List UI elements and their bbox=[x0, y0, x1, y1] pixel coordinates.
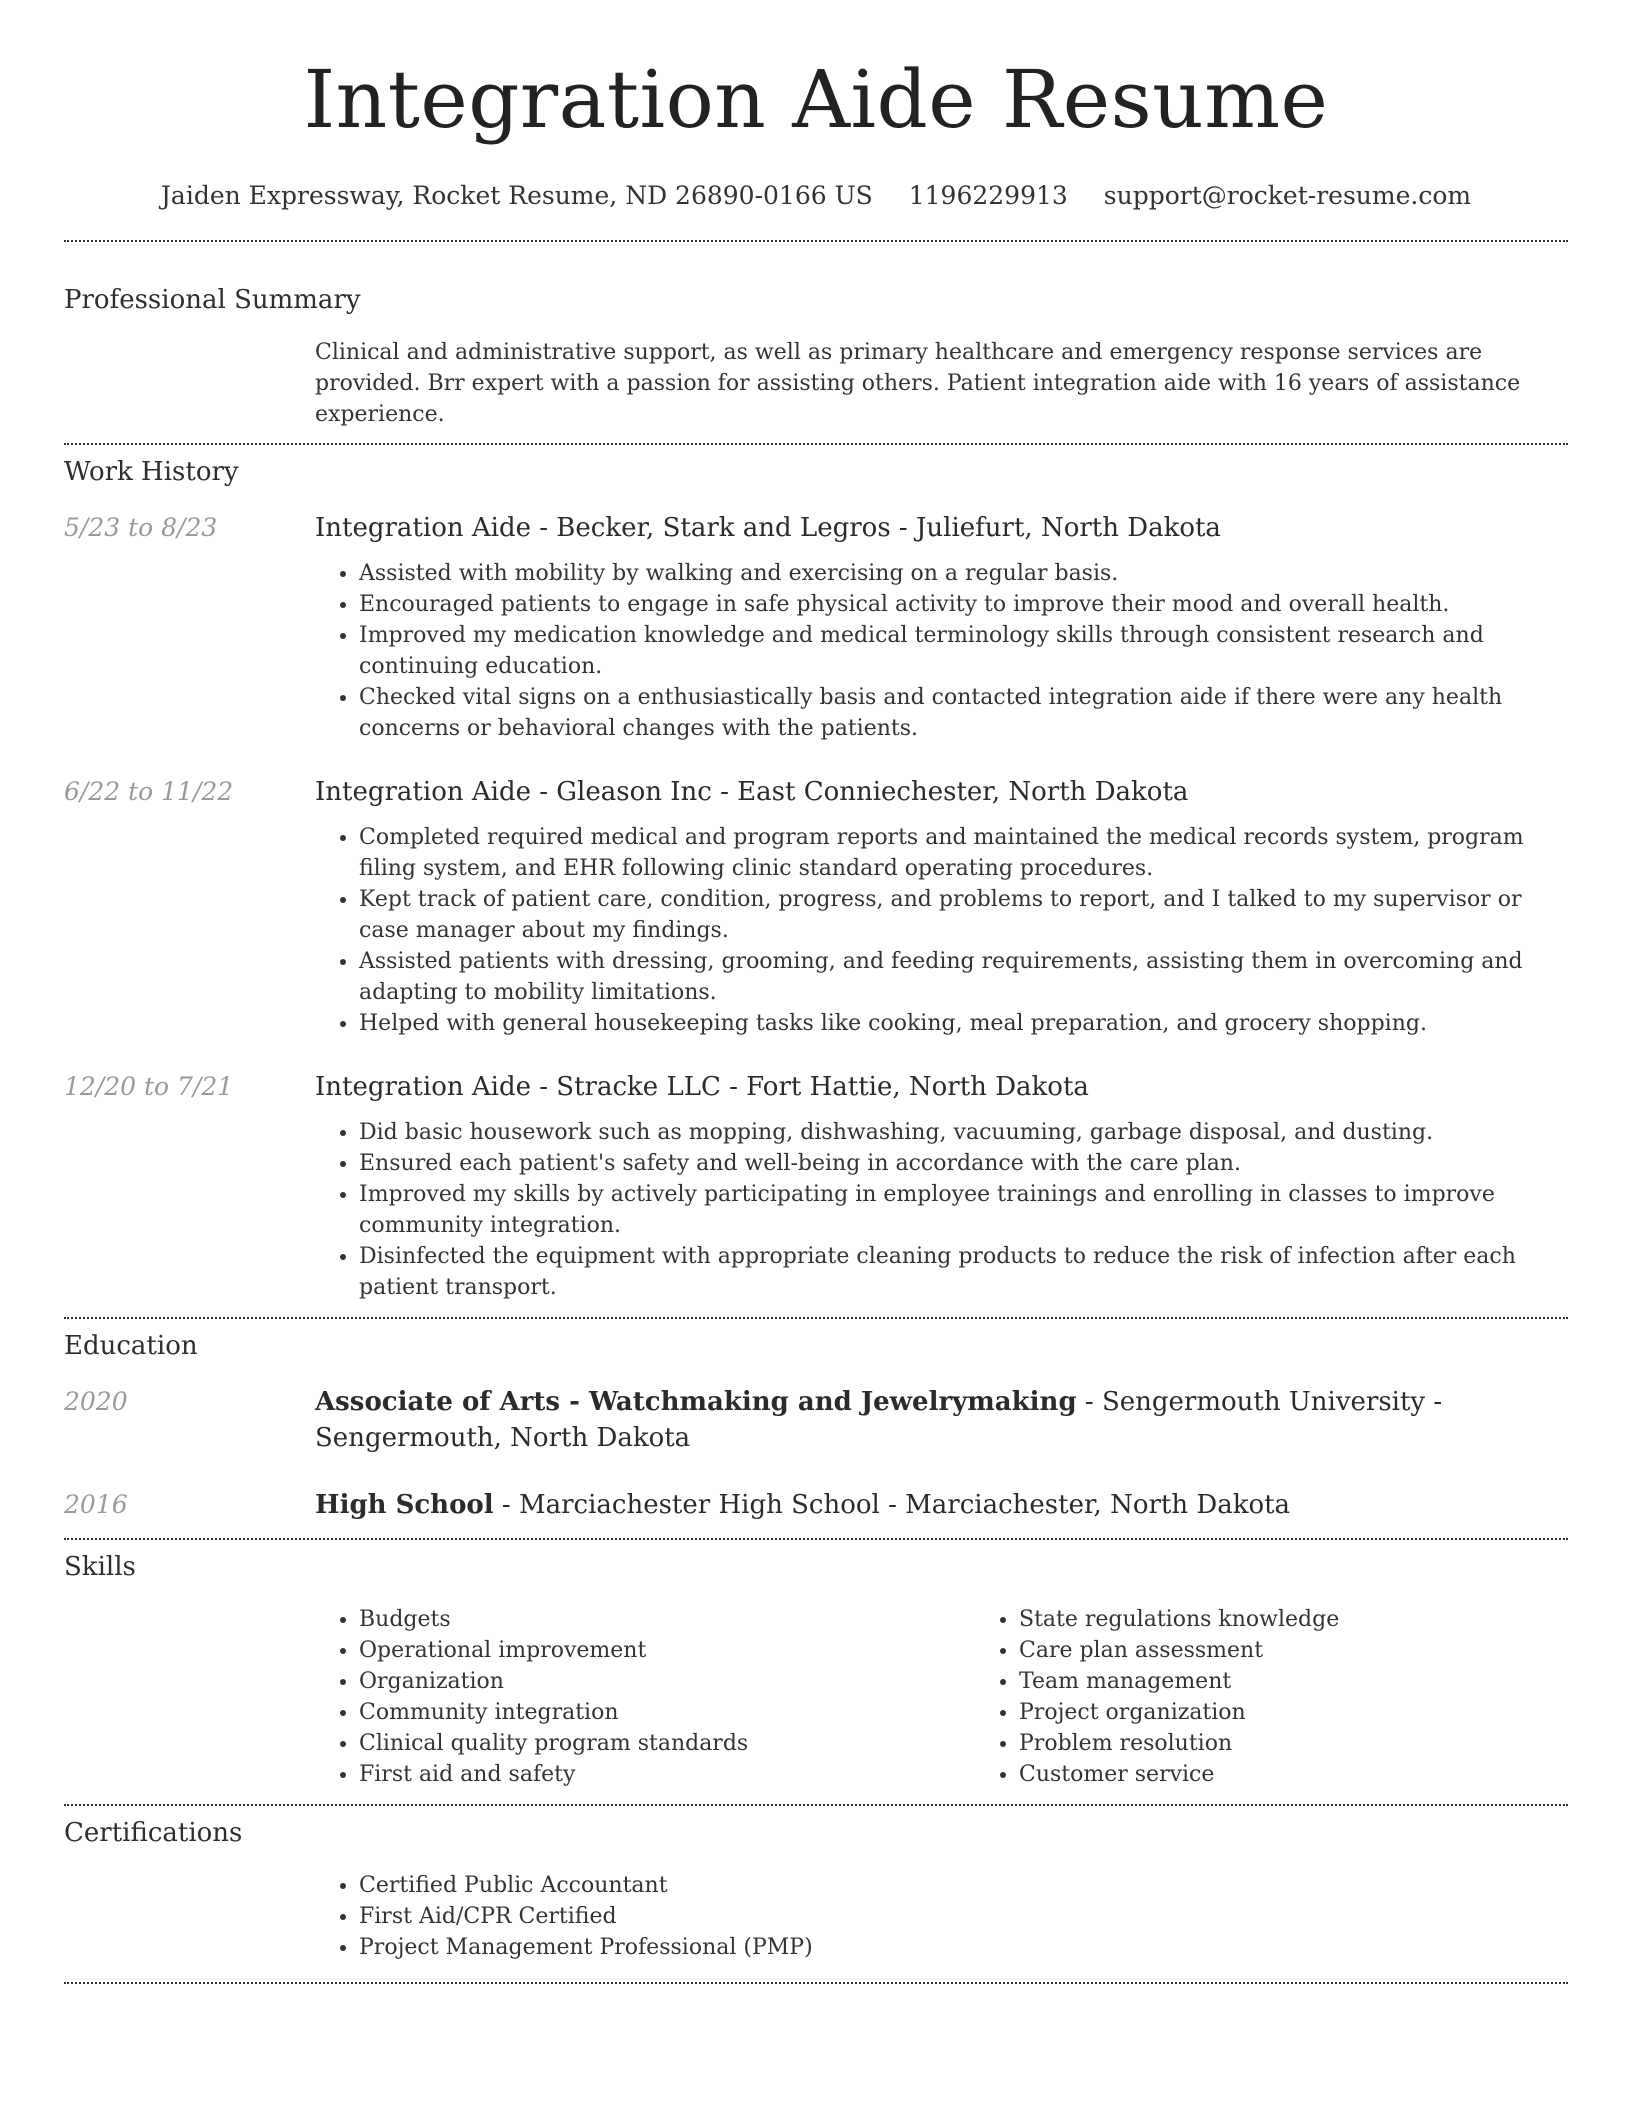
skills-row bbox=[64, 1604, 1568, 1790]
list-item: • Team management bbox=[1019, 1666, 1632, 1697]
list-item: • Project Management Professional (PMP) bbox=[359, 1932, 1568, 1963]
education-year: 2016 bbox=[64, 1490, 128, 1519]
list-item: • Disinfected the equipment with appropriate cleaning products to reduce the risk of infection after each patient transport. bbox=[359, 1241, 1568, 1303]
job-dates: 12/20 to 7/21 bbox=[64, 1072, 234, 1101]
summary-text: Clinical and administrative support, as well as primary healthcare and emergency response services are provided. Brr expert with a passion for assisting others. Patient integration aide with 16 years of assistance experience. bbox=[315, 340, 1521, 427]
education-entry bbox=[64, 1487, 1568, 1523]
education-entry bbox=[64, 1384, 1568, 1456]
list-item: • Ensured each patient's safety and well-being in accordance with the care plan. bbox=[359, 1148, 1568, 1179]
section-heading-education: Education bbox=[64, 1331, 198, 1361]
job-title: Integration Aide - Becker, Stark and Legros - Juliefurt, North Dakota bbox=[315, 513, 1221, 543]
contact-address: Jaiden Expressway, Rocket Resume, ND 26890-0166 US bbox=[160, 181, 873, 210]
list-item: • First aid and safety bbox=[359, 1759, 975, 1790]
job-title: Integration Aide - Stracke LLC - Fort Hattie, North Dakota bbox=[315, 1072, 1089, 1102]
skills-grid bbox=[315, 1604, 1632, 1790]
job-bullets bbox=[315, 1117, 1568, 1303]
skills-list-left bbox=[315, 1604, 975, 1790]
divider bbox=[64, 1538, 1568, 1540]
list-item: • Clinical quality program standards bbox=[359, 1728, 975, 1759]
job-dates: 5/23 to 8/23 bbox=[64, 513, 218, 542]
skills-list-right bbox=[975, 1604, 1632, 1790]
resume-title: Integration Aide Resume bbox=[303, 53, 1329, 146]
job-title: Integration Aide - Gleason Inc - East Conniechester, North Dakota bbox=[315, 777, 1189, 807]
contact-line bbox=[64, 178, 1568, 214]
list-item: • Kept track of patient care, condition, progress, and problems to report, and I talked to my supervisor or case manager about my findings. bbox=[359, 884, 1568, 946]
job-bullets bbox=[315, 822, 1568, 1039]
list-item: • Completed required medical and program reports and maintained the medical records system, program filing system, and EHR following clinic standard operating procedures. bbox=[359, 822, 1568, 884]
job-entry bbox=[64, 774, 1568, 1039]
section-heading-certifications: Certifications bbox=[64, 1818, 243, 1848]
list-item: • Did basic housework such as mopping, dishwashing, vacuuming, garbage disposal, and dusting. bbox=[359, 1117, 1568, 1148]
list-item: • Operational improvement bbox=[359, 1635, 975, 1666]
summary-row bbox=[64, 337, 1568, 430]
list-item: • Improved my medication knowledge and medical terminology skills through consistent research and continuing education. bbox=[359, 620, 1568, 682]
divider bbox=[64, 1804, 1568, 1806]
contact-email: support@rocket-resume.com bbox=[1103, 181, 1472, 210]
job-dates: 6/22 to 11/22 bbox=[64, 777, 234, 806]
job-entry bbox=[64, 1069, 1568, 1303]
list-item: • Project organization bbox=[1019, 1697, 1632, 1728]
certifications-list bbox=[315, 1870, 1568, 1963]
section-heading-summary: Professional Summary bbox=[64, 285, 361, 315]
list-item: • First Aid/CPR Certified bbox=[359, 1901, 1568, 1932]
list-item: • Budgets bbox=[359, 1604, 975, 1635]
education-degree: Associate of Arts - Watchmaking and Jewelrymaking bbox=[315, 1387, 1077, 1417]
divider bbox=[64, 1317, 1568, 1319]
list-item: • Improved my skills by actively participating in employee trainings and enrolling in classes to improve community integration. bbox=[359, 1179, 1568, 1241]
education-year: 2020 bbox=[64, 1387, 128, 1416]
contact-phone: 1196229913 bbox=[908, 181, 1068, 210]
education-school: - Marciachester High School - Marciachester, North Dakota bbox=[493, 1490, 1291, 1520]
list-item: • Checked vital signs on a enthusiastically basis and contacted integration aide if there were any health concerns or behavioral changes with the patients. bbox=[359, 682, 1568, 744]
list-item: • Problem resolution bbox=[1019, 1728, 1632, 1759]
list-item: • Care plan assessment bbox=[1019, 1635, 1632, 1666]
list-item: • Certified Public Accountant bbox=[359, 1870, 1568, 1901]
job-bullets bbox=[315, 558, 1568, 744]
list-item: • Helped with general housekeeping tasks like cooking, meal preparation, and grocery shopping. bbox=[359, 1008, 1568, 1039]
divider bbox=[64, 1982, 1568, 1984]
education-school: - Sengermouth University - Sengermouth, North Dakota bbox=[315, 1387, 1443, 1453]
list-item: • Encouraged patients to engage in safe physical activity to improve their mood and overall health. bbox=[359, 589, 1568, 620]
section-heading-skills: Skills bbox=[64, 1552, 136, 1582]
list-item: • Community integration bbox=[359, 1697, 975, 1728]
list-item: • Organization bbox=[359, 1666, 975, 1697]
job-entry bbox=[64, 510, 1568, 744]
section-heading-work: Work History bbox=[64, 457, 239, 487]
list-item: • State regulations knowledge bbox=[1019, 1604, 1632, 1635]
list-item: • Customer service bbox=[1019, 1759, 1632, 1790]
education-degree: High School bbox=[315, 1490, 494, 1520]
certifications-row bbox=[64, 1870, 1568, 1963]
divider bbox=[64, 240, 1568, 242]
list-item: • Assisted with mobility by walking and exercising on a regular basis. bbox=[359, 558, 1568, 589]
divider bbox=[64, 443, 1568, 445]
list-item: • Assisted patients with dressing, grooming, and feeding requirements, assisting them in overcoming and adapting to mobility limitations. bbox=[359, 946, 1568, 1008]
